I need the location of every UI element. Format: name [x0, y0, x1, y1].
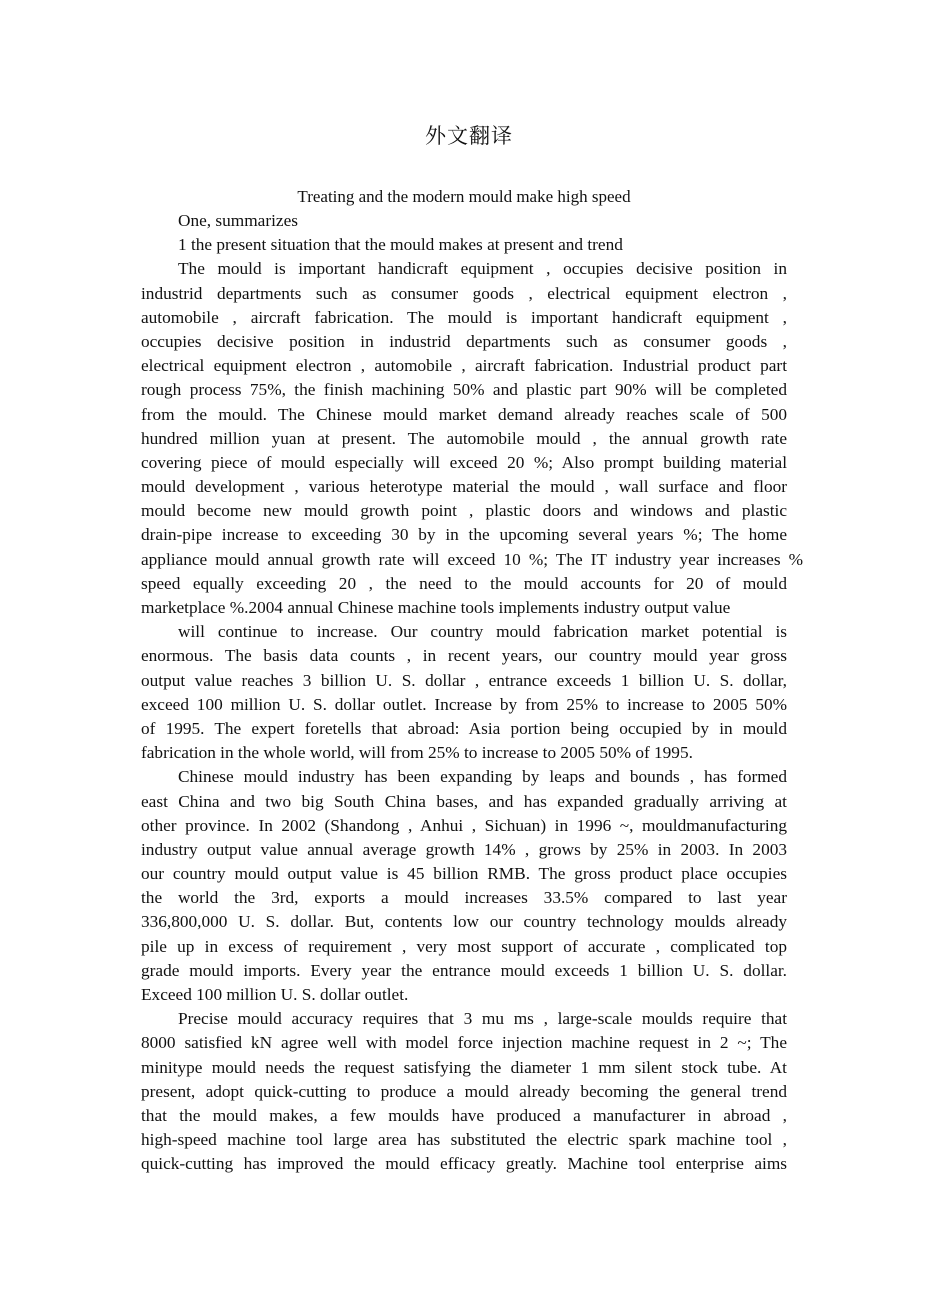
- text-line: appliance mould annual growth rate will exceed 10 %; The IT industry year increases %: [141, 549, 803, 569]
- paragraph: [141, 1007, 787, 1176]
- text-line: automobile , aircraft fabrication. The mould is important handicraft equipment ,: [141, 307, 787, 327]
- text-line: the world the 3rd, exports a mould increases 33.5% compared to last year: [141, 888, 787, 908]
- text-line: The mould is important handicraft equipment , occupies decisive position in: [178, 259, 787, 279]
- text-line: of 1995. The expert foretells that abroad: Asia portion being occupied by in mould: [141, 718, 787, 738]
- text-line: mould development , various heterotype material the mould , wall surface and floor: [141, 477, 787, 497]
- text-line: exceed 100 million U. S. dollar outlet. Increase by from 25% to increase to 2005 50%: [141, 694, 787, 714]
- text-line: our country mould output value is 45 billion RMB. The gross product place occupies: [141, 864, 787, 884]
- text-line: Precise mould accuracy requires that 3 mu ms , large-scale moulds require that: [178, 1009, 787, 1029]
- text-line: other province. In 2002 (Shandong , Anhui , Sichuan) in 1996 ~, mouldmanufacturing: [141, 815, 787, 835]
- text-line: high-speed machine tool large area has substituted the electric spark machine tool ,: [141, 1130, 787, 1150]
- text-line: 336,800,000 U. S. dollar. But, contents low our country technology moulds already: [141, 912, 787, 932]
- text-line: occupies decisive position in industrid departments such as consumer goods ,: [141, 331, 787, 351]
- article-title: Treating and the modern mould make high speed: [297, 187, 631, 206]
- text-line: fabrication in the whole world, will from 25% to increase to 2005 50% of 1995.: [141, 743, 693, 763]
- text-line: marketplace %.2004 annual Chinese machine tools implements industry output value: [141, 598, 731, 617]
- text-line: rough process 75%, the finish machining 50% and plastic part 90% will be completed: [141, 380, 787, 400]
- section-heading: One, summarizes: [178, 211, 298, 230]
- text-line: hundred million yuan at present. The automobile mould , the annual growth rate: [141, 428, 787, 448]
- text-line: present, adopt quick-cutting to produce a mould already becoming the general trend: [141, 1081, 787, 1101]
- text-line: that the mould makes, a few moulds have produced a manufacturer in abroad ,: [141, 1105, 787, 1125]
- text-line: grade mould imports. Every year the entrance mould exceeds 1 billion U. S. dollar.: [141, 960, 787, 980]
- text-line: industry output value annual average growth 14% , grows by 25% in 2003. In 2003: [141, 839, 787, 859]
- document-body: [141, 209, 803, 1177]
- text-line: industrid departments such as consumer goods , electrical equipment electron ,: [141, 283, 787, 303]
- text-line: drain-pipe increase to exceeding 30 by in the upcoming several years %; The home: [141, 525, 787, 545]
- document-heading: 外文翻译: [425, 124, 513, 148]
- text-line: pile up in excess of requirement , very most support of accurate , complicated top: [141, 936, 787, 956]
- text-line: output value reaches 3 billion U. S. dollar , entrance exceeds 1 billion U. S. dollar,: [141, 670, 787, 690]
- paragraph: [141, 257, 803, 620]
- text-line: from the mould. The Chinese mould market demand already reaches scale of 500: [141, 404, 787, 424]
- paragraph: [141, 765, 787, 1007]
- text-line: minitype mould needs the request satisfying the diameter 1 mm silent stock tube. At: [141, 1057, 787, 1077]
- text-line: speed equally exceeding 20 , the need to the mould accounts for 20 of mould: [141, 573, 787, 593]
- text-line: 8000 satisfied kN agree well with model force injection machine request in 2 ~; The: [141, 1033, 787, 1053]
- paragraph: [141, 620, 787, 765]
- text-line: quick-cutting has improved the mould efficacy greatly. Machine tool enterprise aims: [141, 1154, 787, 1174]
- subsection-heading: 1 the present situation that the mould makes at present and trend: [178, 235, 623, 255]
- text-line: east China and two big South China bases, and has expanded gradually arriving at: [141, 791, 787, 811]
- text-line: Exceed 100 million U. S. dollar outlet.: [141, 985, 409, 1004]
- text-line: enormous. The basis data counts , in recent years, our country mould year gross: [141, 646, 787, 666]
- text-line: electrical equipment electron , automobile , aircraft fabrication. Industrial product part: [141, 356, 787, 376]
- text-line: mould become new mould growth point , plastic doors and windows and plastic: [141, 501, 787, 521]
- text-line: will continue to increase. Our country mould fabrication market potential is: [178, 622, 787, 642]
- text-line: Chinese mould industry has been expanding by leaps and bounds , has formed: [178, 767, 787, 787]
- text-line: covering piece of mould especially will exceed 20 %; Also prompt building material: [141, 452, 787, 472]
